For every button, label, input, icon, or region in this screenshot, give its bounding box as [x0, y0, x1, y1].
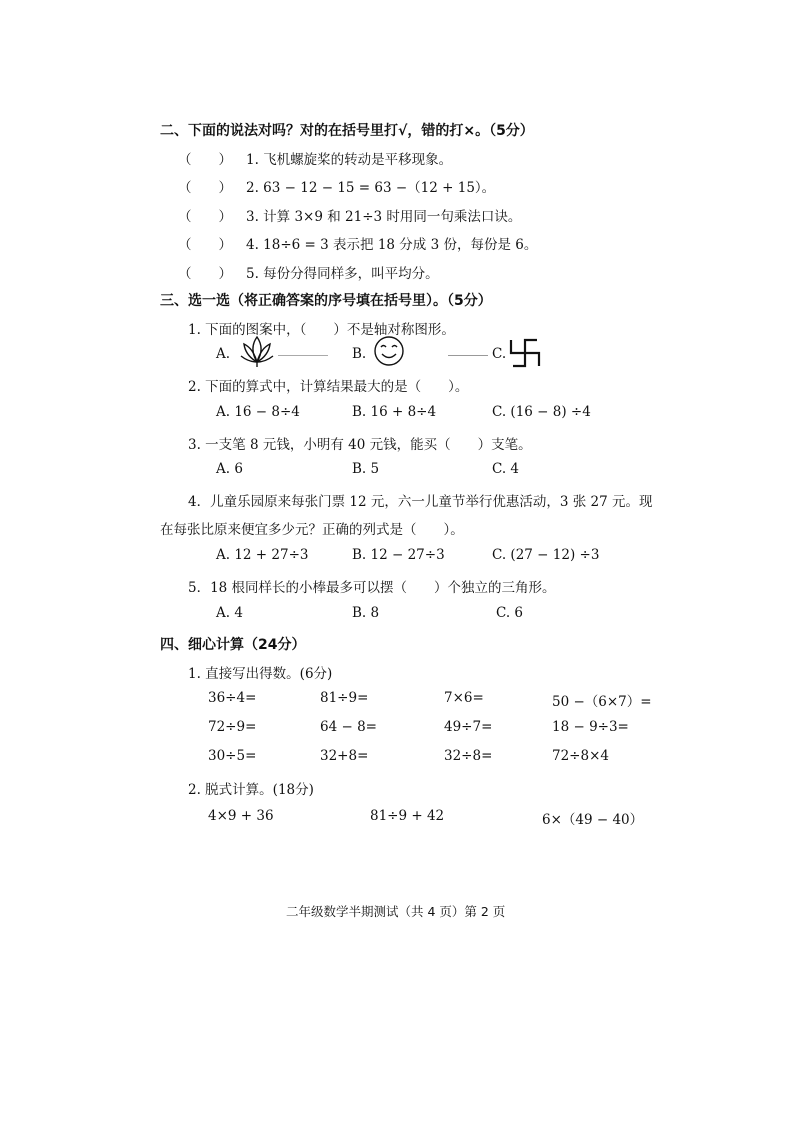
question-3-4: 4．儿童乐园原来每张门票 12 元，六一儿童节举行优惠活动，3 张 27 元。现 [188, 494, 653, 510]
option-5c: C. 6 [496, 605, 524, 621]
calc-r1c2: 81÷9= [320, 690, 369, 706]
section3-title: 三、选一选（将正确答案的序号填在括号里）。（5分） [160, 293, 492, 309]
dash-line [448, 355, 488, 356]
question-3-1: 1. 下面的图案中，（ ）不是轴对称图形。 [188, 322, 455, 338]
option-2c: C. (16 − 8) ÷4 [492, 404, 591, 420]
option-3b: B. 5 [352, 461, 380, 477]
calc-r2c3: 49÷7= [444, 719, 493, 735]
calc-r3c1: 30÷5= [208, 748, 257, 764]
calc-r2c4: 18 − 9÷3= [552, 719, 629, 735]
calc-r1c3: 7×6= [444, 690, 484, 706]
expr-1: 4×9 + 36 [208, 808, 274, 824]
option-4c: C. (27 − 12) ÷3 [492, 547, 600, 563]
option-3c: C. 4 [492, 461, 520, 477]
option-2a: A. 16 − 8÷4 [216, 404, 300, 420]
option-1b-label: B. [352, 346, 367, 362]
expr-3: 6×（49 − 40） [542, 812, 644, 828]
answer-paren-2-5[interactable]: （ ） [178, 266, 232, 282]
section4-title: 四、细心计算（24分） [160, 637, 306, 653]
pinwheel-icon[interactable] [508, 337, 542, 369]
calc-r1c1: 36÷4= [208, 690, 257, 706]
page-footer: 二年级数学半期测试（共 4 页）第 2 页 [286, 904, 506, 919]
statement-3: 3. 计算 3×9 和 21÷3 时用同一句乘法口诀。 [246, 209, 522, 225]
subsection-4-1: 1. 直接写出得数。(6分) [188, 666, 333, 682]
option-5a: A. 4 [216, 605, 243, 621]
dash-line [278, 355, 328, 356]
statement-1: 1. 飞机螺旋桨的转动是平移现象。 [246, 152, 453, 168]
option-4b: B. 12 − 27÷3 [352, 547, 445, 563]
question-3-5: 5．18 根同样长的小棒最多可以摆（ ）个独立的三角形。 [188, 580, 556, 596]
option-1c-label: C. [492, 346, 507, 362]
option-5b: B. 8 [352, 605, 380, 621]
question-3-3: 3. 一支笔 8 元钱，小明有 40 元钱，能买（ ）支笔。 [188, 437, 532, 453]
expr-2: 81÷9 + 42 [370, 808, 445, 824]
answer-paren-2-3[interactable]: （ ） [178, 209, 232, 225]
statement-2: 2. 63 − 12 − 15 = 63 −（12 + 15）。 [246, 180, 496, 196]
answer-paren-2-1[interactable]: （ ） [178, 152, 232, 168]
option-1a-label: A. [216, 346, 231, 362]
calc-r3c2: 32+8= [320, 748, 369, 764]
section2-title: 二、下面的说法对吗？对的在括号里打√，错的打×。（5分） [160, 123, 534, 139]
calc-r3c3: 32÷8= [444, 748, 493, 764]
option-4a: A. 12 + 27÷3 [216, 547, 309, 563]
leaf-icon[interactable] [238, 334, 276, 368]
calc-r1c4: 50 −（6×7）= [552, 694, 652, 710]
calc-r3c4: 72÷8×4 [552, 748, 609, 764]
option-2b: B. 16 + 8÷4 [352, 404, 437, 420]
question-3-2: 2. 下面的算式中，计算结果最大的是（ ）。 [188, 379, 469, 395]
smiley-icon[interactable] [371, 335, 407, 367]
statement-5: 5. 每份分得同样多，叫平均分。 [246, 266, 439, 282]
question-3-4-cont: 在每张比原来便宜多少元？正确的列式是（ ）。 [160, 522, 464, 538]
answer-paren-2-2[interactable]: （ ） [178, 180, 232, 196]
subsection-4-2: 2. 脱式计算。(18分) [188, 782, 314, 798]
calc-r2c2: 64 − 8= [320, 719, 377, 735]
option-3a: A. 6 [216, 461, 243, 477]
calc-r2c1: 72÷9= [208, 719, 257, 735]
answer-paren-2-4[interactable]: （ ） [178, 237, 232, 253]
statement-4: 4. 18÷6 = 3 表示把 18 分成 3 份，每份是 6。 [246, 237, 538, 253]
